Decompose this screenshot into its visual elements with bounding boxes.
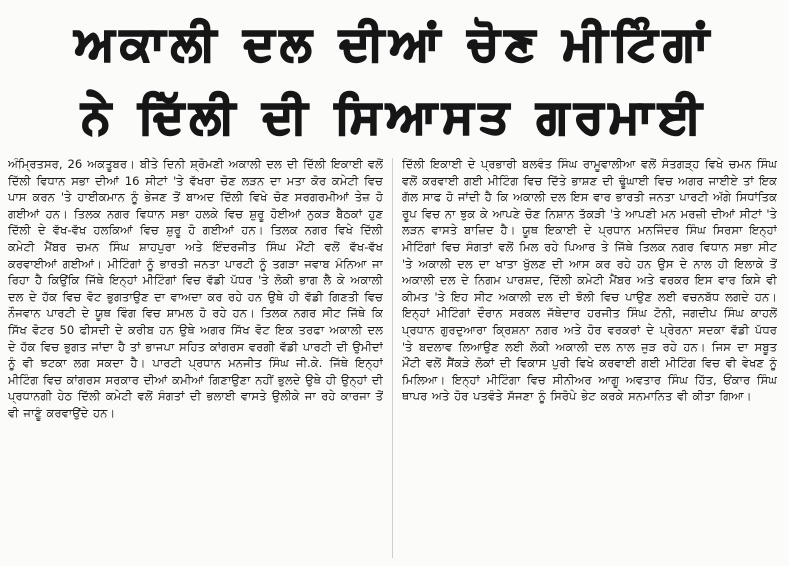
- column-divider: [392, 158, 393, 558]
- article-column-right: [402, 156, 777, 561]
- headline-line-2: ਨੇ ਦਿੱਲੀ ਦੀ ਸਿਆਸਤ ਗਰਮਾਈ: [81, 89, 708, 143]
- article-column-left: [8, 156, 383, 561]
- headline-line-1: ਅਕਾਲੀ ਦਲ ਦੀਆਂ ਚੋਣ ਮੀਟਿੰਗਾਂ: [74, 16, 715, 70]
- right-column-text: ਦਿੱਲੀ ਇਕਾਈ ਦੇ ਪ੍ਰਭਾਰੀ ਬਲਵੰਤ ਸਿੰਘ ਰਾਮੂਵਾਲੀਆ ਵਲੋਂ ਸੰਤਗੜ੍ਹ ਵਿਖੇ ਚਮਨ ਸਿੰਘ ਵਲੋਂ ਕਰਵਾਈ ਗਈ ਮੀਟਿੰਗ ਵਿਚ ਦਿੱਤੇ ਭਾਸ਼ਣ ਦੀ ਢੂੰਘਾਈ ਵਿਚ ਅਗਰ ਜਾਈਏ ਤਾਂ ਇਕ ਗੱਲ ਸਾਫ ਹੋ ਜਾਂਦੀ ਹੈ ਕਿ ਅਕਾਲੀ ਦਲ ਇਸ ਵਾਰ ਭਾਰਤੀ ਜਨਤਾ ਪਾਰਟੀ ਅੱਗੇ ਸਿਧਾਂਤਿਕ ਰੂਪ ਵਿਚ ਨਾ ਝੁਕ ਕੇ ਆਪਣੇ ਚੋਣ ਨਿਸ਼ਾਨ ਤੱਕੜੀ 'ਤੇ ਆਪਣੀ ਮਨ ਮਰਜ਼ੀ ਦੀਆਂ ਸੀਟਾਂ 'ਤੇ ਲੜਨ ਵਾਸਤੇ ਬਾਜ਼ਿਦ ਹੈ। ਯੂਥ ਇਕਾਈ ਦੇ ਪ੍ਰਧਾਨ ਮਨਜਿੰਦਰ ਸਿੰਘ ਸਿਰਸਾ ਇਨ੍ਹਾਂ ਮੀਟਿੰਗਾਂ ਵਿਚ ਸੰਗਤਾਂ ਵਲੋਂ ਮਿਲ ਰਹੇ ਪਿਆਰ ਤੇ ਜਿੱਥੇ ਤਿਲਕ ਨਗਰ ਵਿਧਾਨ ਸਭਾ ਸੀਟ 'ਤੇ ਅਕਾਲੀ ਦਲ ਦਾ ਖਾਤਾ ਖੁੱਲਣ ਦੀ ਆਸ ਕਰ ਰਹੇ ਹਨ ਉਸ ਦੇ ਨਾਲ ਹੀ ਇਲਾਕੇ ਤੋਂ ਅਕਾਲੀ ਦਲ ਦੇ ਨਿਗਮ ਪਾਰਸ਼ਦ, ਦਿੱਲੀ ਕਮੇਟੀ ਮੈਂਬਰ ਅਤੇ ਵਰਕਰ ਇਸ ਵਾਰ ਕਿਸੇ ਵੀ ਕੀਮਤ 'ਤੇ ਇਹ ਸੀਟ ਅਕਾਲੀ ਦਲ ਦੀ ਝੋਲੀ ਵਿਚ ਪਾਉਣ ਲਈ ਵਚਨਬੱਧ ਲਗਦੇ ਹਨ। ਇਨ੍ਹਾਂ ਮੀਟਿੰਗਾਂ ਦੌਰਾਨ ਸਰਕਲ ਜੱਥੇਦਾਰ ਹਰਜੀਤ ਸਿੰਘ ਟੋਨੀ, ਜਗਦੀਪ ਸਿੰਘ ਕਾਹਲੋਂ ਪ੍ਰਧਾਨ ਗੁਰਦੁਆਰਾ ਕ੍ਰਿਸ਼ਨਾ ਨਗਰ ਅਤੇ ਹੋਰ ਵਰਕਰਾਂ ਦੇ ਪ੍ਰੇਰਨਾ ਸਦਕਾ ਵੱਡੀ ਪੱਧਰ 'ਤੇ ਬਦਲਾਵ ਲਿਆਉਣ ਲਈ ਲੋਕੀ ਅਕਾਲੀ ਦਲ ਨਾਲ ਜੁੜ ਰਹੇ ਹਨ। ਜਿਸ ਦਾ ਸਬੂਤ ਮੌਂਟੀ ਵਲੋਂ ਸੈਂਕੜੇ ਲੋਕਾਂ ਦੀ ਵਿਕਾਸ ਪੁਰੀ ਵਿਖੇ ਕਰਵਾਈ ਗਈ ਮੀਟਿੰਗ ਵਿਚ ਵੀ ਵੇਖਣ ਨੂੰ ਮਿਲਿਆ। ਇਨ੍ਹਾਂ ਮੀਟਿੰਗਾ ਵਿਚ ਸੀਨੀਅਰ ਆਗੂ ਅਵਤਾਰ ਸਿੰਘ ਹਿੱਤ, ਓਂਕਾਰ ਸਿੰਘ ਥਾਪਰ ਅਤੇ ਹੋਰ ਪਤਵੰਤੇ ਸੱਜਣਾ ਨੂੰ ਸਿਰੋਪੇ ਭੇਟ ਕਰਕੇ ਸਨਮਾਨਿਤ ਵੀ ਕੀਤਾ ਗਿਆ।: [402, 157, 777, 404]
- left-column-text: ਅੰਮ੍ਰਿਤਸਰ, 26 ਅਕਤੂਬਰ। ਬੀਤੇ ਦਿਨੀ ਸ਼੍ਰੋਮਣੀ ਅਕਾਲੀ ਦਲ ਦੀ ਦਿੱਲੀ ਇਕਾਈ ਵਲੋਂ ਦਿੱਲੀ ਵਿਧਾਨ ਸਭਾ ਦੀਆਂ 16 ਸੀਟਾਂ 'ਤੇ ਵੱਖਰਾ ਚੋਣ ਲੜਨ ਦਾ ਮਤਾ ਕੋਰ ਕਮੇਟੀ ਵਿਚ ਪਾਸ ਕਰਨ 'ਤੇ ਹਾਈਕਮਾਨ ਨੂੰ ਭੇਜਣ ਤੋਂ ਬਾਅਦ ਦਿੱਲੀ ਵਿਖੇ ਚੋਣ ਸਰਗਰਮੀਆਂ ਤੇਜ਼ ਹੋ ਗਈਆਂ ਹਨ। ਤਿਲਕ ਨਗਰ ਵਿਧਾਨ ਸਭਾ ਹਲਕੇ ਵਿਚ ਸ਼ੁਰੂ ਹੋਈਆਂ ਨੁਕੜ ਬੈਠਕਾਂ ਹੁਣ ਦਿੱਲੀ ਦੇ ਵੱਖ-ਵੱਖ ਹਲਕਿਆਂ ਵਿਚ ਸ਼ੁਰੂ ਹੋ ਗਈਆਂ ਹਨ। ਤਿਲਕ ਨਗਰ ਵਿਖੇ ਦਿੱਲੀ ਕਮੇਟੀ ਮੈਂਬਰ ਚਮਨ ਸਿੰਘ ਸ਼ਾਹਪੁਰਾ ਅਤੇ ਇੰਦਰਜੀਤ ਸਿੰਘ ਮੌਂਟੀ ਵਲੋਂ ਵੱਖ-ਵੱਖ ਕਰਵਾਈਆਂ ਗਈਆਂ। ਮੀਟਿੰਗਾਂ ਨੂੰ ਭਾਰਤੀ ਜਨਤਾ ਪਾਰਟੀ ਨੂੰ ਤਗੜਾ ਜਵਾਬ ਮੰਨਿਆ ਜਾ ਰਿਹਾ ਹੈ ਕਿਉਂਕਿ ਜਿੱਥੇ ਇਨ੍ਹਾਂ ਮੀਟਿੰਗਾਂ ਵਿਚ ਵੱਡੀ ਪੱਧਰ 'ਤੇ ਲੋਕੀ ਭਾਗ ਲੈ ਕੇ ਅਕਾਲੀ ਦਲ ਦੇ ਹੱਕ ਵਿਚ ਵੋਟ ਭੁਗਤਾਉਣ ਦਾ ਵਾਅਦਾ ਕਰ ਰਹੇ ਹਨ ਉਥੇ ਹੀ ਵੱਡੀ ਗਿਣਤੀ ਵਿਚ ਨੌਜਵਾਨ ਪਾਰਟੀ ਦੇ ਯੂਥ ਵਿੰਗ ਵਿਚ ਸ਼ਾਮਲ ਹੋ ਰਹੇ ਹਨ। ਤਿਲਕ ਨਗਰ ਸੀਟ ਜਿੱਥੇ ਕਿ ਸਿੱਖ ਵੋਟਰ 50 ਫੀਸਦੀ ਦੇ ਕਰੀਬ ਹਨ ਉਥੇ ਅਗਰ ਸਿੱਖ ਵੋਟ ਇਕ ਤਰਫਾ ਅਕਾਲੀ ਦਲ ਦੇ ਹੱਕ ਵਿਚ ਭੁਗਤ ਜਾਂਦਾ ਹੈ ਤਾਂ ਭਾਜਪਾ ਸਹਿਤ ਕਾਂਗਰਸ ਵਰਗੀ ਵੱਡੀ ਪਾਰਟੀ ਦੀ ਉਮੀਦਾਂ ਨੂੰ ਵੀ ਝਟਕਾ ਲਗ ਸਕਦਾ ਹੈ। ਪਾਰਟੀ ਪ੍ਰਧਾਨ ਮਨਜੀਤ ਸਿੰਘ ਜੀ.ਕੇ. ਜਿੱਥੇ ਇਨ੍ਹਾਂ ਮੀਟਿੰਗ ਵਿਚ ਕਾਂਗਰਸ ਸਰਕਾਰ ਦੀਆਂ ਕਮੀਆਂ ਗਿਣਾਉਣਾ ਨਹੀਂ ਭੁਲਦੇ ਉਥੇ ਹੀ ਉਨ੍ਹਾਂ ਦੀ ਪ੍ਰਧਾਨਗੀ ਹੇਠ ਦਿੱਲੀ ਕਮੇਟੀ ਵਲੋਂ ਸੰਗਤਾਂ ਦੀ ਭਲਾਈ ਵਾਸਤੇ ਉਲੀਕੇ ਜਾ ਰਹੇ ਕਾਰਜਾ ਤੋਂ ਵੀ ਜਾਣੂੰ ਕਰਵਾਉਂਦੇ ਹਨ।: [8, 157, 383, 420]
